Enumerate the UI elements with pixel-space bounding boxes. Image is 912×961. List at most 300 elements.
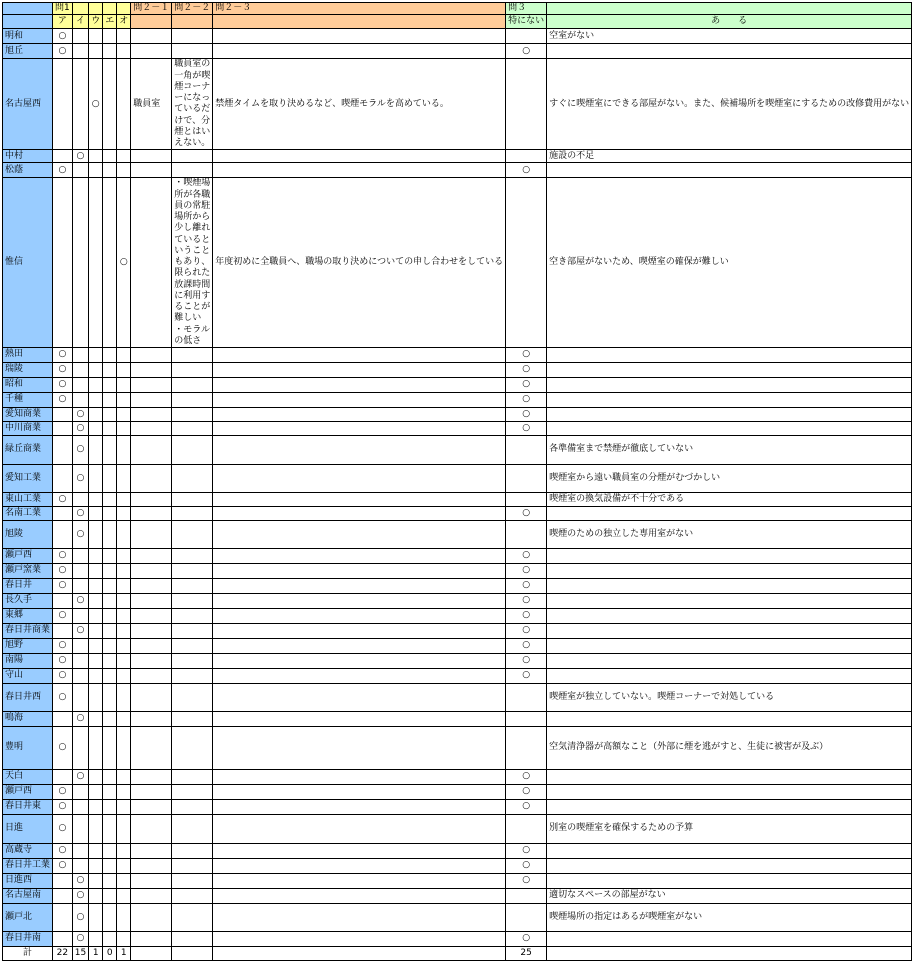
school-name: 春日井西 xyxy=(3,684,53,712)
q2-1-cell xyxy=(131,727,172,770)
q1-cell xyxy=(117,579,131,594)
q1-cell xyxy=(89,378,103,393)
header-row-2 xyxy=(3,15,912,29)
table-row xyxy=(3,727,912,770)
q3-none-cell xyxy=(506,178,547,348)
q1-cell xyxy=(117,904,131,932)
q3-none-cell: ○ xyxy=(506,348,547,363)
q1-cell xyxy=(72,669,88,684)
q2-2-cell xyxy=(172,549,213,564)
school-name: 豊明 xyxy=(3,727,53,770)
q3-none-cell xyxy=(506,727,547,770)
q3-none-cell: ○ xyxy=(506,844,547,859)
q1-cell xyxy=(89,639,103,654)
table-row xyxy=(3,904,912,932)
q1-cell xyxy=(89,624,103,639)
q1-cell xyxy=(89,874,103,889)
table-row xyxy=(3,669,912,684)
q1-cell: ○ xyxy=(72,932,88,947)
q1-cell xyxy=(117,889,131,904)
q2-2-cell xyxy=(172,874,213,889)
q1-cell: ○ xyxy=(72,422,88,436)
q3-reason-cell xyxy=(547,408,912,422)
table-row xyxy=(3,579,912,594)
q1-cell xyxy=(117,874,131,889)
q1-cell xyxy=(103,712,117,727)
q1-cell: ○ xyxy=(53,844,73,859)
school-name: 天白 xyxy=(3,770,53,785)
q1-cell xyxy=(103,669,117,684)
q2-2-cell xyxy=(172,436,213,465)
q3-reason-cell xyxy=(547,639,912,654)
q1-cell xyxy=(103,564,117,579)
q2-1-cell xyxy=(131,624,172,639)
q2-1-cell xyxy=(131,393,172,408)
q1-cell xyxy=(117,436,131,465)
q2-1-cell xyxy=(131,178,172,348)
q3-none-cell xyxy=(506,684,547,712)
q1-cell xyxy=(89,785,103,800)
q1-cell: ○ xyxy=(53,549,73,564)
q1-cell xyxy=(117,393,131,408)
q3-reason-cell xyxy=(547,712,912,727)
q1-cell xyxy=(72,178,88,348)
q1-cell xyxy=(117,844,131,859)
q1-cell xyxy=(117,163,131,178)
header-option-e: エ xyxy=(103,15,117,29)
q1-cell xyxy=(103,785,117,800)
q2-3-cell xyxy=(213,163,506,178)
school-name: 日進西 xyxy=(3,874,53,889)
q2-3-cell xyxy=(213,609,506,624)
q2-2-cell xyxy=(172,163,213,178)
q2-1-cell xyxy=(131,363,172,378)
q1-cell xyxy=(89,669,103,684)
q3-reason-cell xyxy=(547,932,912,947)
q2-2-cell xyxy=(172,904,213,932)
q1-cell xyxy=(89,348,103,363)
q1-cell xyxy=(53,594,73,609)
q1-cell xyxy=(89,712,103,727)
q2-2-cell xyxy=(172,393,213,408)
q1-cell xyxy=(72,44,88,59)
q2-3-cell xyxy=(213,904,506,932)
q2-3-cell xyxy=(213,889,506,904)
q2-3-cell xyxy=(213,378,506,393)
q1-cell xyxy=(117,521,131,549)
school-name: 明和 xyxy=(3,29,53,44)
q2-1-cell xyxy=(131,770,172,785)
q1-cell xyxy=(103,815,117,844)
q1-cell xyxy=(72,29,88,44)
q2-3-cell xyxy=(213,639,506,654)
q2-3-cell xyxy=(213,669,506,684)
q1-cell xyxy=(103,521,117,549)
q3-none-cell: ○ xyxy=(506,507,547,521)
table-row xyxy=(3,609,912,624)
q2-1-cell xyxy=(131,44,172,59)
q1-cell xyxy=(72,348,88,363)
q3-none-cell: ○ xyxy=(506,363,547,378)
q3-none-cell: ○ xyxy=(506,564,547,579)
q1-cell: ○ xyxy=(72,521,88,549)
q2-3-cell xyxy=(213,874,506,889)
q1-cell xyxy=(117,654,131,669)
q1-cell xyxy=(89,800,103,815)
header-corner xyxy=(3,3,53,15)
q3-reason-cell xyxy=(547,507,912,521)
q2-2-cell xyxy=(172,465,213,493)
q2-1-cell xyxy=(131,422,172,436)
q1-cell xyxy=(103,889,117,904)
q2-2-cell xyxy=(172,564,213,579)
q1-cell xyxy=(103,436,117,465)
q2-2-cell xyxy=(172,422,213,436)
q1-cell xyxy=(103,904,117,932)
q2-3-cell xyxy=(213,800,506,815)
table-row xyxy=(3,44,912,59)
q1-cell xyxy=(53,507,73,521)
table-row xyxy=(3,874,912,889)
q1-cell xyxy=(72,800,88,815)
q1-cell xyxy=(89,844,103,859)
q2-2-cell xyxy=(172,800,213,815)
header-row-1 xyxy=(3,3,912,15)
q1-cell xyxy=(103,609,117,624)
q3-reason-cell xyxy=(547,669,912,684)
q1-cell xyxy=(103,29,117,44)
q2-2-cell xyxy=(172,493,213,507)
q3-none-cell xyxy=(506,436,547,465)
q2-1-cell xyxy=(131,436,172,465)
table-row xyxy=(3,436,912,465)
q1-cell xyxy=(72,639,88,654)
q3-none-cell: ○ xyxy=(506,874,547,889)
q3-none-cell: ○ xyxy=(506,859,547,874)
q1-cell: ○ xyxy=(53,163,73,178)
q1-cell xyxy=(89,727,103,770)
q3-reason-cell xyxy=(547,859,912,874)
q2-1-cell xyxy=(131,564,172,579)
q2-2-cell xyxy=(172,859,213,874)
q1-cell xyxy=(117,770,131,785)
q3-reason-cell xyxy=(547,874,912,889)
q1-cell: ○ xyxy=(53,493,73,507)
q2-1-cell xyxy=(131,800,172,815)
q3-reason-cell xyxy=(547,348,912,363)
q3-reason-cell: すぐに喫煙室にできる部屋がない。また、候補場所を喫煙室にするための改修費用がない xyxy=(547,59,912,150)
q1-cell: ○ xyxy=(53,564,73,579)
q2-1-cell xyxy=(131,29,172,44)
q1-cell xyxy=(117,507,131,521)
table-row xyxy=(3,422,912,436)
q1-cell xyxy=(72,549,88,564)
q1-cell xyxy=(103,393,117,408)
q3-reason-cell: 喫煙のための独立した専用室がない xyxy=(547,521,912,549)
q2-1-cell xyxy=(131,609,172,624)
q2-3-cell xyxy=(213,684,506,712)
school-name: 春日井東 xyxy=(3,800,53,815)
q2-3-cell xyxy=(213,727,506,770)
q1-cell: ○ xyxy=(72,904,88,932)
q2-3-cell xyxy=(213,624,506,639)
header-option-o: オ xyxy=(117,15,131,29)
q2-1-cell xyxy=(131,654,172,669)
q2-3-cell xyxy=(213,408,506,422)
q1-cell xyxy=(117,493,131,507)
q2-3-cell xyxy=(213,44,506,59)
q2-1-cell xyxy=(131,348,172,363)
q3-none-cell: ○ xyxy=(506,393,547,408)
q1-cell xyxy=(117,44,131,59)
q2-2-cell xyxy=(172,712,213,727)
q1-cell xyxy=(117,549,131,564)
q1-cell xyxy=(89,564,103,579)
q1-cell xyxy=(117,785,131,800)
q1-cell: ○ xyxy=(72,712,88,727)
school-name: 旭野 xyxy=(3,639,53,654)
q1-cell xyxy=(103,363,117,378)
table-row xyxy=(3,521,912,549)
q1-cell xyxy=(53,874,73,889)
q3-reason-cell xyxy=(547,609,912,624)
q1-cell: ○ xyxy=(72,436,88,465)
q3-none-cell: ○ xyxy=(506,422,547,436)
q2-3-cell xyxy=(213,712,506,727)
q2-2-cell xyxy=(172,844,213,859)
q3-reason-cell xyxy=(547,785,912,800)
q2-1-cell xyxy=(131,408,172,422)
table-row xyxy=(3,393,912,408)
q2-1-cell xyxy=(131,594,172,609)
q3-reason-cell xyxy=(547,44,912,59)
q1-cell: ○ xyxy=(89,59,103,150)
school-name: 名南工業 xyxy=(3,507,53,521)
q2-2-cell xyxy=(172,521,213,549)
q1-cell xyxy=(103,378,117,393)
q2-3-cell xyxy=(213,594,506,609)
q1-cell xyxy=(103,932,117,947)
q1-cell: ○ xyxy=(53,654,73,669)
q1-cell xyxy=(89,684,103,712)
q1-cell xyxy=(72,609,88,624)
header-q2-3: 問２－３ xyxy=(213,3,506,15)
school-name: 熱田 xyxy=(3,348,53,363)
q2-2-cell xyxy=(172,348,213,363)
school-name: 春日井 xyxy=(3,579,53,594)
q3-reason-cell xyxy=(547,624,912,639)
q3-none-cell xyxy=(506,889,547,904)
q1-cell xyxy=(103,408,117,422)
q2-3-cell xyxy=(213,815,506,844)
q3-reason-cell: 空室がない xyxy=(547,29,912,44)
q3-reason-cell xyxy=(547,549,912,564)
table-row xyxy=(3,684,912,712)
totals-row xyxy=(3,947,912,961)
q1-cell: ○ xyxy=(72,770,88,785)
q3-none-cell: ○ xyxy=(506,44,547,59)
q2-1-cell xyxy=(131,521,172,549)
q1-cell xyxy=(72,378,88,393)
table-row xyxy=(3,800,912,815)
table-row xyxy=(3,465,912,493)
q2-3-cell xyxy=(213,564,506,579)
total-none: 25 xyxy=(506,947,547,961)
q3-reason-cell xyxy=(547,654,912,669)
q3-none-cell xyxy=(506,59,547,150)
q1-cell xyxy=(72,684,88,712)
table-row xyxy=(3,29,912,44)
q3-none-cell: ○ xyxy=(506,408,547,422)
school-name: 南陽 xyxy=(3,654,53,669)
q3-none-cell xyxy=(506,465,547,493)
q1-cell xyxy=(117,624,131,639)
q3-none-cell: ○ xyxy=(506,932,547,947)
table-row xyxy=(3,549,912,564)
total-u: 1 xyxy=(89,947,103,961)
q1-cell xyxy=(103,844,117,859)
q1-cell xyxy=(89,163,103,178)
q3-none-cell: ○ xyxy=(506,609,547,624)
table-row xyxy=(3,178,912,348)
q1-cell xyxy=(103,150,117,163)
school-name: 守山 xyxy=(3,669,53,684)
table-row xyxy=(3,889,912,904)
q2-2-cell xyxy=(172,29,213,44)
q1-cell xyxy=(53,932,73,947)
q2-2-cell xyxy=(172,684,213,712)
q1-cell xyxy=(103,549,117,564)
school-name: 愛知工業 xyxy=(3,465,53,493)
q1-cell xyxy=(103,800,117,815)
total-a: 22 xyxy=(53,947,73,961)
q2-3-cell xyxy=(213,507,506,521)
q1-cell xyxy=(89,422,103,436)
table-row xyxy=(3,859,912,874)
q2-3-cell xyxy=(213,521,506,549)
q1-cell xyxy=(117,932,131,947)
school-name: 名古屋西 xyxy=(3,59,53,150)
q2-2-cell xyxy=(172,150,213,163)
q2-1-cell xyxy=(131,163,172,178)
school-name: 千種 xyxy=(3,393,53,408)
q3-reason-cell xyxy=(547,770,912,785)
q2-3-cell: 禁煙タイムを取り決めるなど、喫煙モラルを高めている。 xyxy=(213,59,506,150)
q2-2-cell xyxy=(172,579,213,594)
q1-cell xyxy=(89,493,103,507)
q1-cell: ○ xyxy=(72,874,88,889)
q1-cell xyxy=(103,654,117,669)
q2-3-cell: 年度初めに全職員へ、職場の取り決めについての申し合わせをしている xyxy=(213,178,506,348)
q1-cell xyxy=(103,422,117,436)
total-i: 15 xyxy=(72,947,88,961)
q1-cell: ○ xyxy=(53,29,73,44)
q1-cell xyxy=(89,408,103,422)
q1-cell xyxy=(89,178,103,348)
q2-2-cell xyxy=(172,654,213,669)
q1-cell xyxy=(103,579,117,594)
q1-cell xyxy=(117,639,131,654)
school-name: 瀬戸窯業 xyxy=(3,564,53,579)
q1-cell xyxy=(89,932,103,947)
q2-1-cell xyxy=(131,684,172,712)
q1-cell xyxy=(117,712,131,727)
table-row xyxy=(3,348,912,363)
q1-cell xyxy=(89,363,103,378)
q3-none-cell xyxy=(506,493,547,507)
q3-none-cell: ○ xyxy=(506,639,547,654)
q1-cell xyxy=(72,579,88,594)
q3-reason-cell xyxy=(547,594,912,609)
q1-cell: ○ xyxy=(53,44,73,59)
q3-none-cell: ○ xyxy=(506,770,547,785)
q1-cell: ○ xyxy=(53,859,73,874)
q2-2-cell xyxy=(172,727,213,770)
q3-reason-cell xyxy=(547,579,912,594)
q1-cell xyxy=(117,363,131,378)
q2-3-cell xyxy=(213,785,506,800)
q1-cell xyxy=(103,59,117,150)
q1-cell xyxy=(117,29,131,44)
q2-3-cell xyxy=(213,29,506,44)
q1-cell xyxy=(117,348,131,363)
q2-1-cell xyxy=(131,549,172,564)
q2-1-cell xyxy=(131,859,172,874)
q1-cell xyxy=(103,727,117,770)
q2-3-cell xyxy=(213,770,506,785)
table-row xyxy=(3,624,912,639)
table-row xyxy=(3,507,912,521)
total-o: 1 xyxy=(117,947,131,961)
table-row xyxy=(3,844,912,859)
q1-cell xyxy=(89,654,103,669)
q3-none-cell xyxy=(506,150,547,163)
q2-3-cell xyxy=(213,436,506,465)
q1-cell xyxy=(103,639,117,654)
q2-2-cell xyxy=(172,932,213,947)
school-name: 長久手 xyxy=(3,594,53,609)
header-q3: 問３ xyxy=(506,3,547,15)
q1-cell: ○ xyxy=(72,465,88,493)
q1-cell: ○ xyxy=(53,684,73,712)
school-name: 春日井南 xyxy=(3,932,53,947)
q2-2-cell xyxy=(172,889,213,904)
q1-cell: ○ xyxy=(53,609,73,624)
q2-1-cell xyxy=(131,844,172,859)
school-name: 瀬戸北 xyxy=(3,904,53,932)
q1-cell: ○ xyxy=(53,348,73,363)
q3-none-cell: ○ xyxy=(506,785,547,800)
q2-2-cell xyxy=(172,44,213,59)
q1-cell xyxy=(89,594,103,609)
q1-cell xyxy=(89,29,103,44)
school-name: 鳴海 xyxy=(3,712,53,727)
table-row xyxy=(3,150,912,163)
q1-cell xyxy=(117,378,131,393)
q2-1-cell xyxy=(131,712,172,727)
school-name: 名古屋南 xyxy=(3,889,53,904)
header-q1: 問1 xyxy=(53,3,73,15)
q1-cell xyxy=(103,44,117,59)
q1-cell xyxy=(53,422,73,436)
q1-cell: ○ xyxy=(53,785,73,800)
q1-cell: ○ xyxy=(72,624,88,639)
q1-cell xyxy=(53,465,73,493)
school-name: 昭和 xyxy=(3,378,53,393)
q2-2-cell xyxy=(172,639,213,654)
q1-cell: ○ xyxy=(53,393,73,408)
q3-none-cell xyxy=(506,29,547,44)
